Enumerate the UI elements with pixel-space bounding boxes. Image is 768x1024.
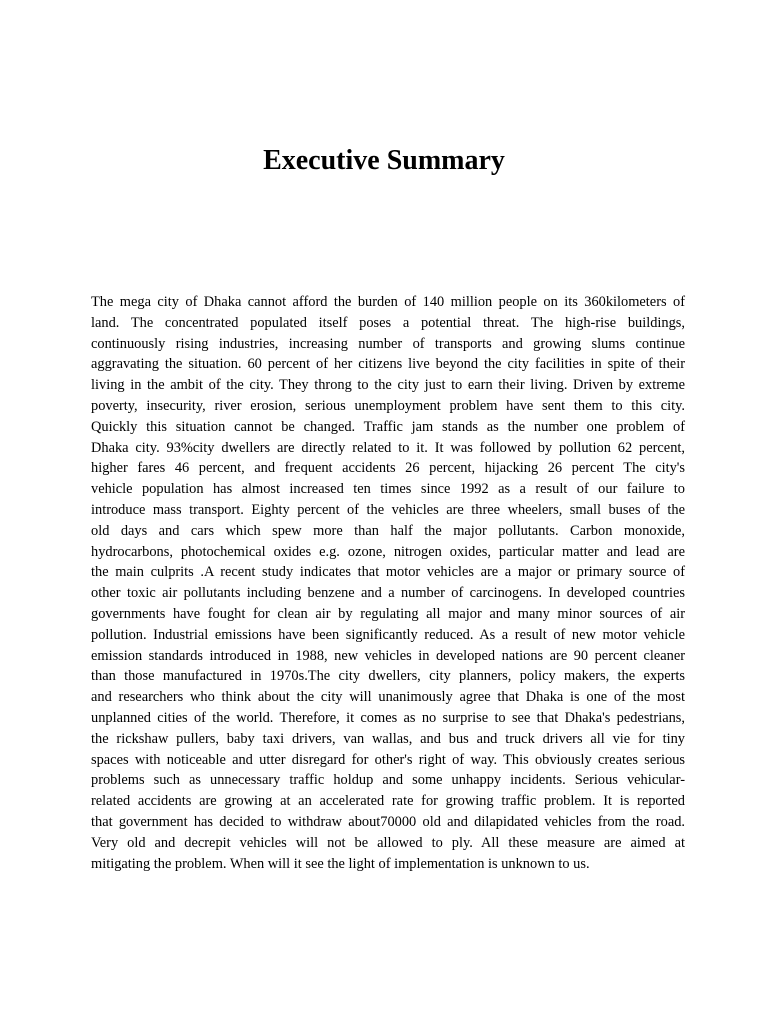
paragraph-line: Quickly this situation cannot be changed. Traffic jam stands as the number one problem of	[91, 418, 685, 435]
paragraph-line: hydrocarbons, photochemical oxides e.g. ozone, nitrogen oxides, particular matter and lead are	[91, 543, 685, 560]
paragraph-line: governments have fought for clean air by regulating all major and many minor sources of air	[91, 605, 685, 622]
paragraph-line: living in the ambit of the city. They throng to the city just to earn their living. Driven by extreme	[91, 377, 685, 394]
paragraph-line: vehicle population has almost increased ten times since 1992 as a result of our failure to	[91, 481, 685, 498]
paragraph-line: The mega city of Dhaka cannot afford the burden of 140 million people on its 360kilometers of	[91, 294, 685, 310]
paragraph-line: old days and cars which spew more than half the major pollutants. Carbon monoxide,	[91, 522, 685, 539]
paragraph-line: and researchers who think about the city will unanimously agree that Dhaka is one of the most	[91, 689, 685, 706]
paragraph-line: other toxic air pollutants including benzene and a number of carcinogens. In developed countries	[91, 585, 685, 602]
paragraph-line: poverty, insecurity, river erosion, serious unemployment problem have sent them to this city.	[91, 397, 685, 414]
paragraph-line: land. The concentrated populated itself poses a potential threat. The high-rise buildings,	[91, 314, 685, 331]
paragraph-line: Dhaka city. 93%city dwellers are directly related to it. It was followed by pollution 62 percent,	[91, 439, 685, 456]
paragraph-line: spaces with noticeable and utter disregard for other's right of way. This obviously creates serious	[91, 751, 685, 768]
paragraph-line: aggravating the situation. 60 percent of her citizens live beyond the city facilities in spite of their	[91, 356, 685, 373]
paragraph-line: Very old and decrepit vehicles will not be allowed to ply. All these measure are aimed at	[91, 834, 685, 851]
paragraph-line: unplanned cities of the world. Therefore, it comes as no surprise to see that Dhaka's pedestrians,	[91, 709, 685, 726]
paragraph-line: mitigating the problem. When will it see the light of implementation is unknown to us.	[91, 855, 590, 872]
paragraph-line: emission standards introduced in 1988, new vehicles in developed nations are 90 percent cleaner	[91, 647, 685, 664]
paragraph-line: the rickshaw pullers, baby taxi drivers, van wallas, and bus and truck drivers all vie for tiny	[91, 730, 685, 747]
paragraph-line: related accidents are growing at an accelerated rate for growing traffic problem. It is reported	[91, 793, 685, 810]
paragraph-line: the main culprits .A recent study indicates that motor vehicles are a major or primary source of	[91, 564, 685, 581]
paragraph-line: than those manufactured in 1970s.The city dwellers, city planners, policy makers, the experts	[91, 668, 685, 685]
body-paragraph	[91, 292, 685, 874]
paragraph-line: introduce mass transport. Eighty percent of the vehicles are three wheelers, small buses of the	[91, 501, 685, 518]
paragraph-line: higher fares 46 percent, and frequent accidents 26 percent, hijacking 26 percent The city's	[91, 460, 685, 477]
paragraph-line: problems such as unnecessary traffic holdup and some unhappy incidents. Serious vehicular-	[91, 772, 685, 789]
page-title: Executive Summary	[263, 145, 505, 176]
paragraph-line: that government has decided to withdraw about70000 old and dilapidated vehicles from the road.	[91, 813, 685, 830]
paragraph-line: pollution. Industrial emissions have been significantly reduced. As a result of new motor vehicle	[91, 626, 685, 643]
paragraph-line: continuously rising industries, increasing number of transports and growing slums continue	[91, 335, 685, 352]
